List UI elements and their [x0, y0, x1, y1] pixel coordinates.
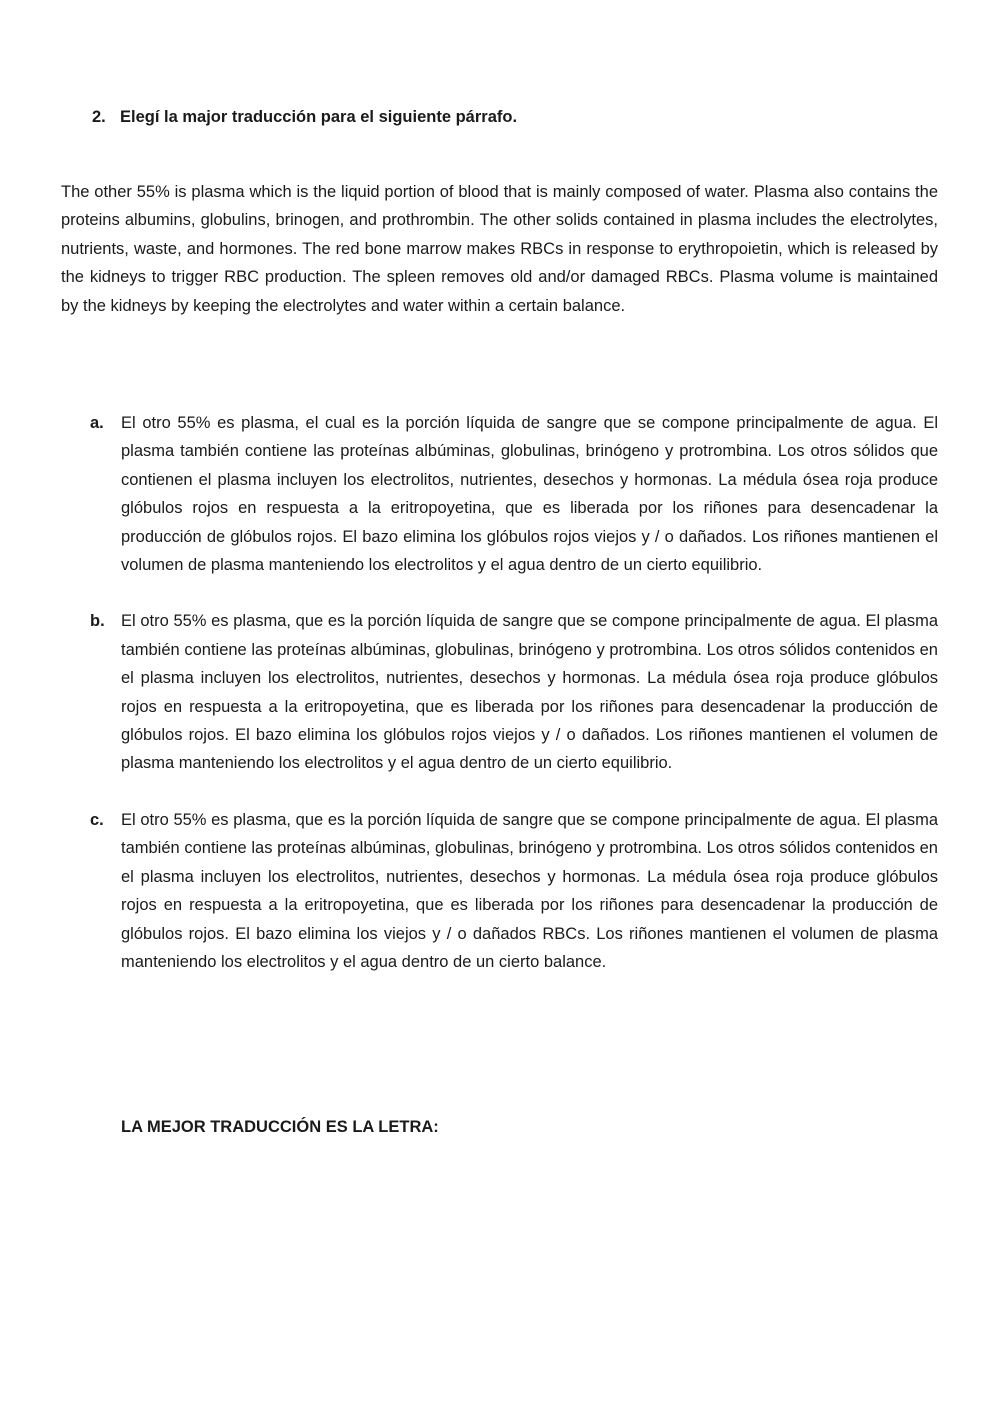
question-heading — [92, 108, 517, 127]
question-prompt: Elegí la major traducción para el siguiente párrafo. — [120, 108, 518, 126]
option-a-letter: a. — [90, 414, 104, 432]
translation-options — [90, 409, 938, 1004]
option-c-text: El otro 55% es plasma, que es la porción líquida de sangre que se compone principalmente de agua. El plasma también contiene las proteínas albúminas, globulinas, brinógeno y protrombina. Los otros sólidos contenidos en el plasma incluyen los electrolitos, nutrientes, desechos y hormonas. La médula ósea roja produce glóbulos rojos en respuesta a la eritropoyetina, que es liberada por los riñones para desencadenar la producción de glóbulos rojos. El bazo elimina los viejos y / o dañados RBCs. Los riñones mantienen el volumen de plasma manteniendo los electrolitos y el agua dentro de un cierto balance. — [121, 810, 938, 971]
option-a-text: El otro 55% es plasma, el cual es la porción líquida de sangre que se compone principalmente de agua. El plasma también contiene las proteínas albúminas, globulinas, brinógeno y protrombina. Los otros sólidos que contienen el plasma incluyen los electrolitos, nutrientes, desechos y hormonas. La médula ósea roja produce glóbulos rojos en respuesta a la eritropoyetina, que es liberada por los riñones para desencadenar la producción de glóbulos rojos. El bazo elimina los glóbulos rojos viejos y / o dañados. Los riñones mantienen el volumen de plasma manteniendo los electrolitos y el agua dentro de un cierto equilibrio. — [121, 414, 938, 575]
option-a — [90, 409, 938, 579]
source-paragraph: The other 55% is plasma which is the liquid portion of blood that is mainly composed of water. Plasma also contains the proteins albumins, globulins, brinogen, and prothrombin. The other solids contained in plasma includes the electrolytes, nutrients, waste, and hormones. The red bone marrow makes RBCs in response to erythropoietin, which is released by the kidneys to trigger RBC production. The spleen removes old and/or damaged RBCs. Plasma volume is maintained by the kidneys by keeping the electrolytes and water within a certain balance. — [61, 183, 938, 315]
option-b — [90, 607, 938, 777]
option-c-letter: c. — [90, 810, 104, 829]
question-number: 2. — [92, 108, 106, 126]
answer-label: LA MEJOR TRADUCCIÓN ES LA LETRA: — [121, 1118, 439, 1136]
option-c — [90, 806, 938, 976]
option-b-text: El otro 55% es plasma, que es la porción líquida de sangre que se compone principalmente de agua. El plasma también contiene las proteínas albúminas, globulinas, brinógeno y protrombina. Los otros sólidos contenidos en el plasma incluyen los electrolitos, nutrientes, desechos y hormonas. La médula ósea roja produce glóbulos rojos en respuesta a la eritropoyetina, que es liberada por los riñones para desencadenar la producción de glóbulos rojos. El bazo elimina los glóbulos rojos viejos y / o dañados. Los riñones mantienen el volumen de plasma manteniendo los electrolitos y el agua dentro de un cierto equilibrio. — [121, 612, 938, 773]
option-b-letter: b. — [90, 612, 105, 631]
